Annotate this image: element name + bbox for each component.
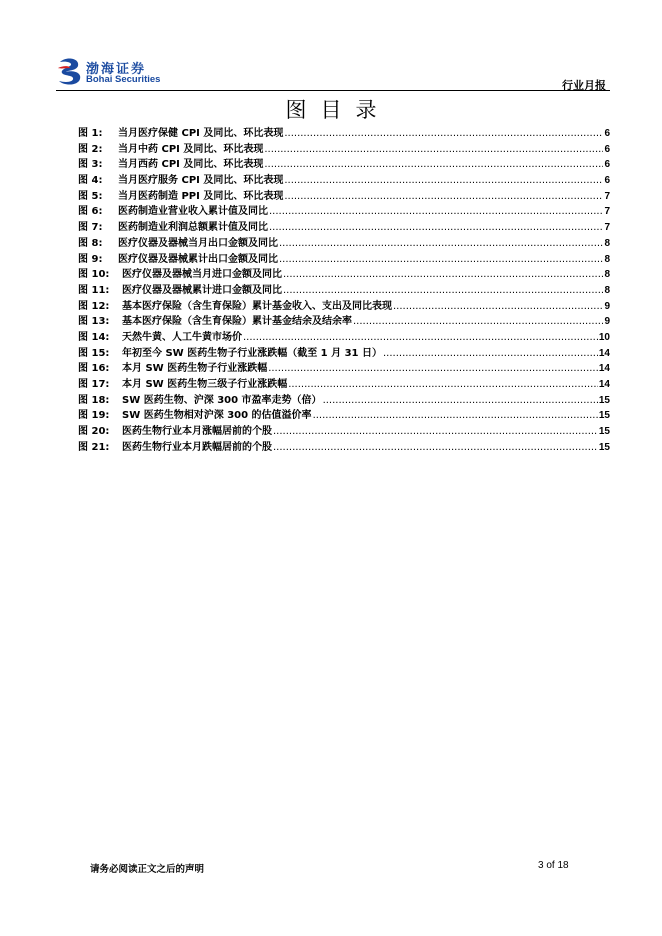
toc-entry-number: 图 19: bbox=[78, 410, 110, 422]
toc-entry-number: 图 8: bbox=[78, 237, 103, 249]
toc-entry-page: 14 bbox=[598, 379, 610, 390]
toc-dot-leader bbox=[284, 191, 603, 202]
toc-entry[interactable] bbox=[78, 281, 610, 297]
toc-entry[interactable] bbox=[78, 375, 610, 391]
toc-entry-page: 6 bbox=[604, 128, 610, 139]
toc-entry[interactable] bbox=[78, 344, 610, 360]
toc-entry-page: 8 bbox=[604, 253, 610, 265]
toc-entry-page: 8 bbox=[604, 284, 610, 296]
toc-entry-title: 当月医疗保健 CPI 及同比、环比表现 bbox=[118, 128, 284, 139]
toc-entry[interactable] bbox=[78, 140, 610, 156]
toc-entry-number: 图 15: bbox=[78, 347, 110, 359]
disclaimer-note: 请务必阅读正文之后的声明 bbox=[90, 864, 205, 875]
toc-entry[interactable] bbox=[78, 265, 610, 281]
toc-entry[interactable] bbox=[78, 422, 610, 438]
toc-entry-title: 基本医疗保险（含生育保险）累计基金结余及结余率 bbox=[122, 316, 352, 328]
logo-english-name: Bohai Securities bbox=[86, 74, 161, 85]
toc-entry[interactable] bbox=[78, 202, 610, 218]
toc-dot-leader bbox=[269, 222, 603, 233]
header-divider bbox=[56, 90, 610, 91]
toc-entry-title: 天然牛黄、人工牛黄市场价 bbox=[122, 331, 242, 343]
toc-dot-leader bbox=[393, 301, 603, 312]
toc-entry-number: 图 12: bbox=[78, 300, 110, 312]
toc-entry-number: 图 9: bbox=[78, 253, 103, 265]
toc-dot-leader bbox=[353, 316, 603, 327]
toc-entry-number: 图 3: bbox=[78, 159, 103, 171]
toc-entry-title: 当月医疗服务 CPI 及同比、环比表现 bbox=[118, 175, 284, 187]
toc-title: 图目录 bbox=[285, 98, 391, 122]
toc-entry-number: 图 17: bbox=[78, 379, 110, 390]
toc-entry-title: 当月医药制造 PPI 及同比、环比表现 bbox=[118, 190, 284, 202]
toc-entry-page: 8 bbox=[604, 237, 610, 249]
toc-entry[interactable] bbox=[78, 312, 610, 328]
toc-entry[interactable] bbox=[78, 328, 610, 344]
toc-dot-leader bbox=[283, 285, 603, 296]
toc-dot-leader bbox=[273, 442, 598, 453]
toc-entry-page: 7 bbox=[604, 206, 610, 218]
toc-entry-number: 图 2: bbox=[78, 143, 103, 155]
toc-entry-number: 图 16: bbox=[78, 363, 110, 375]
toc-entry-page: 7 bbox=[604, 190, 610, 202]
toc-entry-title: 医疗仪器及器械累计出口金额及同比 bbox=[118, 253, 278, 265]
toc-dot-leader bbox=[279, 254, 603, 265]
toc-entry-number: 图 11: bbox=[78, 284, 110, 296]
toc-entry-number: 图 20: bbox=[78, 426, 110, 438]
toc-entry-page: 6 bbox=[604, 175, 610, 187]
toc-entry-number: 图 21: bbox=[78, 441, 110, 453]
toc-entry-page: 14 bbox=[598, 363, 610, 375]
toc-dot-leader bbox=[279, 238, 603, 249]
toc-entry-title: 医药制造业利润总额累计值及同比 bbox=[118, 222, 268, 234]
figure-table-of-contents bbox=[78, 124, 610, 453]
toc-entry[interactable] bbox=[78, 359, 610, 375]
toc-entry-number: 图 13: bbox=[78, 316, 110, 328]
toc-entry[interactable] bbox=[78, 124, 610, 140]
toc-dot-leader bbox=[323, 395, 598, 406]
toc-entry[interactable] bbox=[78, 250, 610, 266]
toc-dot-leader bbox=[383, 348, 598, 359]
toc-entry-page: 9 bbox=[604, 300, 610, 312]
toc-entry-title: 当月中药 CPI 及同比、环比表现 bbox=[118, 143, 264, 155]
toc-entry-page: 15 bbox=[598, 441, 610, 453]
toc-entry[interactable] bbox=[78, 438, 610, 454]
toc-entry[interactable] bbox=[78, 187, 610, 203]
page-header bbox=[0, 0, 662, 92]
toc-entry[interactable] bbox=[78, 406, 610, 422]
toc-entry-title: 本月 SW 医药生物三级子行业涨跌幅 bbox=[122, 379, 288, 390]
toc-entry-number: 图 1: bbox=[78, 128, 103, 139]
toc-entry[interactable] bbox=[78, 155, 610, 171]
toc-entry-page: 10 bbox=[598, 331, 610, 343]
toc-entry-title: 年初至今 SW 医药生物子行业涨跌幅（截至 1 月 31 日） bbox=[122, 347, 382, 359]
toc-entry-title: SW 医药生物、沪深 300 市盈率走势（倍） bbox=[122, 394, 322, 406]
toc-dot-leader bbox=[284, 128, 603, 139]
toc-entry-page: 15 bbox=[598, 410, 610, 422]
toc-entry-number: 图 7: bbox=[78, 222, 103, 234]
toc-entry-page: 8 bbox=[604, 269, 610, 281]
toc-dot-leader bbox=[284, 175, 603, 186]
toc-entry-number: 图 6: bbox=[78, 206, 103, 218]
toc-dot-leader bbox=[269, 206, 603, 217]
bohai-logo-icon bbox=[56, 56, 86, 86]
toc-entry-number: 图 18: bbox=[78, 394, 110, 406]
toc-entry-title: 当月西药 CPI 及同比、环比表现 bbox=[118, 159, 264, 171]
toc-entry-number: 图 5: bbox=[78, 190, 103, 202]
company-logo bbox=[56, 56, 186, 90]
toc-dot-leader bbox=[264, 159, 603, 170]
toc-dot-leader bbox=[243, 332, 598, 343]
toc-entry-title: 医疗仪器及器械当月出口金额及同比 bbox=[118, 237, 278, 249]
toc-entry-page: 6 bbox=[604, 159, 610, 171]
logo-chinese-name: 渤海证券 bbox=[86, 62, 147, 77]
toc-entry[interactable] bbox=[78, 218, 610, 234]
toc-entry-page: 9 bbox=[604, 316, 610, 328]
toc-entry-title: 医疗仪器及器械累计进口金额及同比 bbox=[122, 284, 282, 296]
toc-entry[interactable] bbox=[78, 171, 610, 187]
toc-entry[interactable] bbox=[78, 391, 610, 407]
toc-entry-number: 图 14: bbox=[78, 331, 110, 343]
toc-dot-leader bbox=[273, 426, 598, 437]
report-type-label: 行业月报 bbox=[562, 79, 606, 92]
toc-dot-leader bbox=[264, 144, 603, 155]
toc-entry-page: 14 bbox=[598, 347, 610, 359]
toc-entry-page: 15 bbox=[598, 394, 610, 406]
toc-dot-leader bbox=[283, 269, 603, 280]
toc-entry-title: 本月 SW 医药生物子行业涨跌幅 bbox=[122, 363, 268, 375]
toc-entry[interactable] bbox=[78, 234, 610, 250]
toc-entry-title: 医药生物行业本月跌幅居前的个股 bbox=[122, 441, 272, 453]
toc-entry-title: 基本医疗保险（含生育保险）累计基金收入、支出及同比表现 bbox=[122, 300, 392, 312]
toc-entry-number: 图 10: bbox=[78, 269, 110, 281]
toc-entry-page: 6 bbox=[604, 143, 610, 155]
toc-entry-page: 15 bbox=[598, 426, 610, 438]
toc-entry-title: 医药制造业营业收入累计值及同比 bbox=[118, 206, 268, 218]
toc-dot-leader bbox=[313, 410, 598, 421]
page-number: 3 of 18 bbox=[538, 860, 569, 871]
toc-dot-leader bbox=[288, 379, 598, 390]
toc-entry-title: 医疗仪器及器械当月进口金额及同比 bbox=[122, 269, 282, 281]
toc-dot-leader bbox=[268, 363, 598, 374]
toc-entry[interactable] bbox=[78, 297, 610, 313]
toc-entry-title: 医药生物行业本月涨幅居前的个股 bbox=[122, 426, 272, 438]
toc-entry-number: 图 4: bbox=[78, 175, 103, 187]
toc-entry-title: SW 医药生物相对沪深 300 的估值溢价率 bbox=[122, 410, 312, 422]
toc-entry-page: 7 bbox=[604, 222, 610, 234]
